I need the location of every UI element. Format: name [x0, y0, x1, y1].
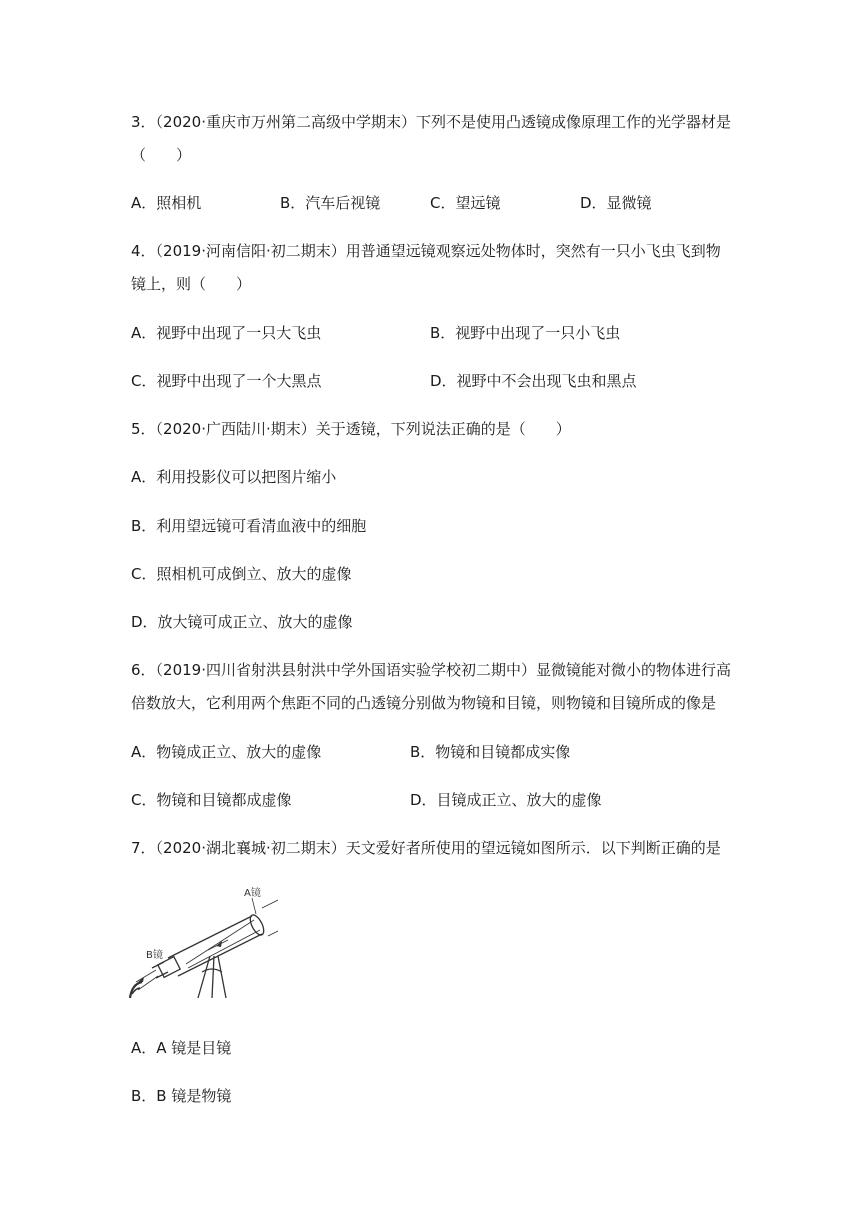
q7-option-a: A．A 镜是目镜	[131, 1039, 232, 1057]
q5-option-b: B．利用望远镜可看清血液中的细胞	[131, 517, 367, 535]
q3-option-d: D．显微镜	[580, 194, 652, 212]
q6-option-d: D．目镜成正立、放大的虚像	[410, 791, 602, 809]
q6-option-b: B．物镜和目镜都成实像	[410, 743, 571, 761]
question-6-text: 6．（2019·四川省射洪县射洪中学外国语实验学校初二期中）显微镜能对微小的物体进行高	[131, 661, 731, 679]
q3-option-a: A．照相机	[131, 194, 202, 212]
q5-option-c: C．照相机可成倒立、放大的虚像	[131, 565, 352, 583]
telescope-icon	[128, 886, 278, 1002]
q6-option-c: C．物镜和目镜都成虚像	[131, 791, 292, 809]
telescope-figure	[128, 886, 278, 1002]
q4-option-d: D．视野中不会出现飞虫和黑点	[430, 372, 637, 390]
question-5-text: 5．（2020·广西陆川·期末）关于透镜，下列说法正确的是（ ）	[131, 420, 571, 438]
question-3-text: 3．（2020·重庆市万州第二高级中学期末）下列不是使用凸透镜成像原理工作的光学器材是	[131, 113, 731, 131]
question-4-text: 4．（2019·河南信阳·初二期末）用普通望远镜观察远处物体时，突然有一只小飞虫飞到物	[131, 242, 721, 260]
q3-option-c: C．望远镜	[430, 194, 501, 212]
q6-option-a: A．物镜成正立、放大的虚像	[131, 743, 322, 761]
q5-option-d: D．放大镜可成正立、放大的虚像	[131, 613, 353, 631]
q4-option-b: B．视野中出现了一只小飞虫	[430, 324, 621, 342]
lens-a-label: A镜	[244, 888, 261, 899]
q3-option-b: B．汽车后视镜	[280, 194, 381, 212]
question-7-text: 7．（2020·湖北襄城·初二期末）天文爱好者所使用的望远镜如图所示．以下判断正确的是	[131, 839, 721, 857]
q4-option-c: C．视野中出现了一个大黑点	[131, 372, 322, 390]
q7-option-b: B．B 镜是物镜	[131, 1087, 232, 1105]
lens-b-label: B镜	[146, 950, 163, 961]
question-4-text-cont: 镜上，则（ ）	[131, 275, 252, 293]
q5-option-a: A．利用投影仪可以把图片缩小	[131, 468, 337, 486]
question-3-bracket: （ ）	[131, 146, 192, 164]
question-6-text-cont: 倍数放大，它利用两个焦距不同的凸透镜分别做为物镜和目镜，则物镜和目镜所成的像是	[131, 694, 717, 712]
q4-option-a: A．视野中出现了一只大飞虫	[131, 324, 322, 342]
